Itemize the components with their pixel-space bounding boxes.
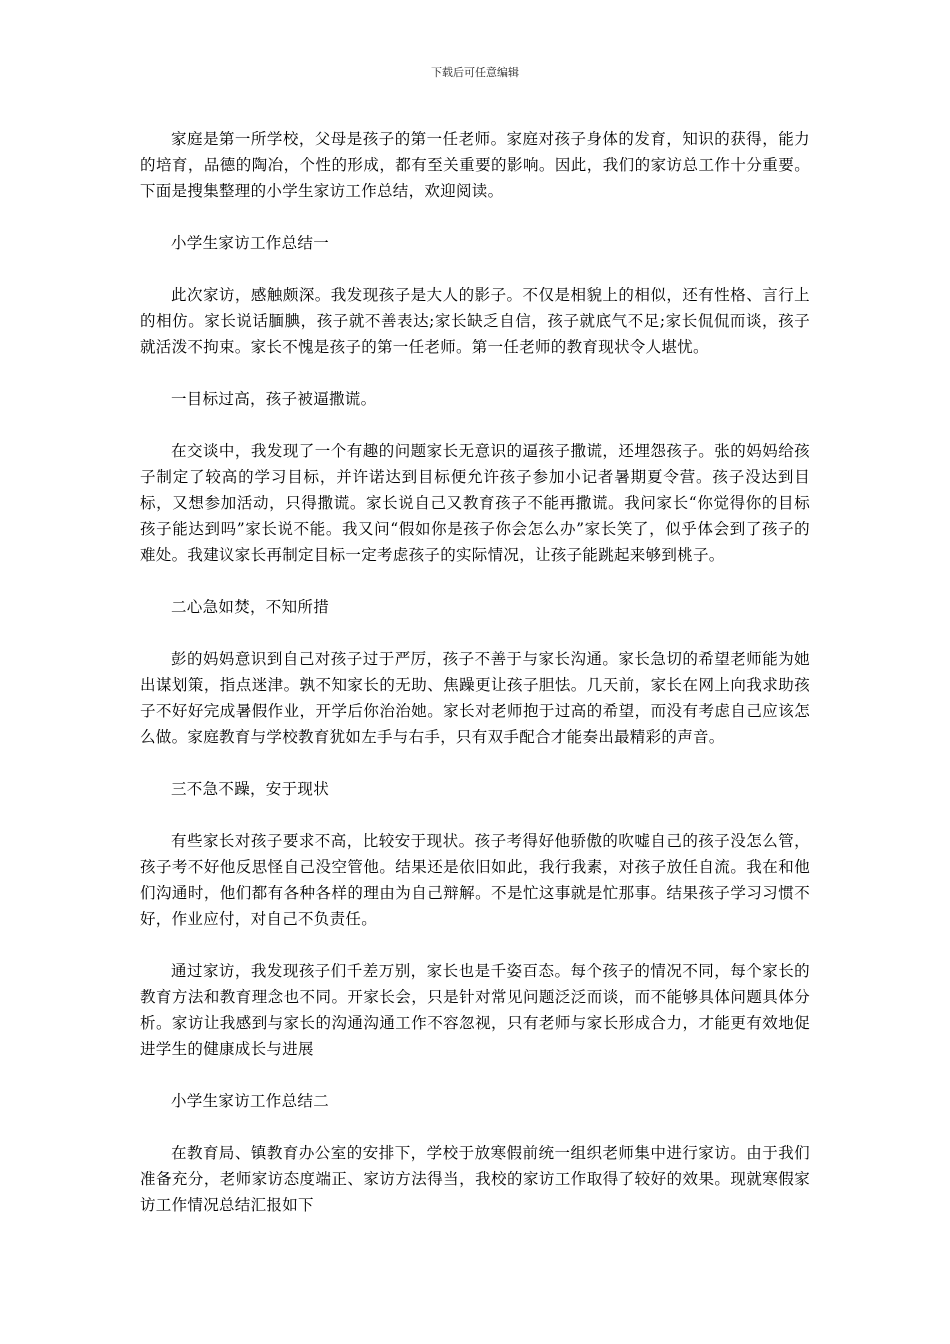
- subsection-heading: 一目标过高，孩子被逼撒谎。: [171, 390, 377, 408]
- body-paragraph: 通过家访，我发现孩子们千差万别，家长也是千姿百态。每个孩子的情况不同，每个家长的教育方法和教育理念也不同。开家长会，只是针对常见问题泛泛而谈，而不能够具体问题具体分析。家访让我感到与家长的沟通沟通工作不容忽视，只有老师与家长形成合力，才能更有效地促进学生的健康成长与进展: [140, 962, 810, 1058]
- body-paragraph: 此次家访，感触颇深。我发现孩子是大人的影子。不仅是相貌上的相似，还有性格、言行上的相仿。家长说话腼腆，孩子就不善表达;家长缺乏自信，孩子就底气不足;家长侃侃而谈，孩子就活泼不拘束。家长不愧是孩子的第一任老师。第一任老师的教育现状令人堪忧。: [140, 286, 810, 356]
- page-header: 下载后可任意编辑: [431, 66, 519, 79]
- intro-paragraph: 家庭是第一所学校，父母是孩子的第一任老师。家庭对孩子身体的发育，知识的获得，能力的培育，品德的陶冶，个性的形成，都有至关重要的影响。因此，我们的家访总工作十分重要。下面是搜集整理的小学生家访工作总结，欢迎阅读。: [140, 130, 810, 200]
- subsection-heading: 二心急如焚，不知所措: [171, 598, 330, 616]
- body-paragraph: 在交谈中，我发现了一个有趣的问题家长无意识的逼孩子撒谎，还埋怨孩子。张的妈妈给孩子制定了较高的学习目标，并许诺达到目标便允许孩子参加小记者暑期夏令营。孩子没达到目标，又想参加活动，只得撒谎。家长说自己又教育孩子不能再撒谎。我问家长“你觉得你的目标孩子能达到吗”家长说不能。我又问“假如你是孩子你会怎么办”家长笑了，似乎体会到了孩子的难处。我建议家长再制定目标一定考虑孩子的实际情况，让孩子能跳起来够到桃子。: [140, 442, 810, 564]
- section-heading: 小学生家访工作总结一: [171, 234, 330, 252]
- body-paragraph: 有些家长对孩子要求不高，比较安于现状。孩子考得好他骄傲的吹嘘自己的孩子没怎么管，孩子考不好他反思怪自己没空管他。结果还是依旧如此，我行我素，对孩子放任自流。我在和他们沟通时，他们都有各种各样的理由为自己辩解。不是忙这事就是忙那事。结果孩子学习习惯不好，作业应付，对自己不负责任。: [140, 832, 810, 928]
- subsection-heading: 三不急不躁，安于现状: [171, 780, 330, 798]
- document-body: [140, 126, 810, 1244]
- body-paragraph: 在教育局、镇教育办公室的安排下，学校于放寒假前统一组织老师集中进行家访。由于我们准备充分，老师家访态度端正、家访方法得当，我校的家访工作取得了较好的效果。现就寒假家访工作情况总结汇报如下: [140, 1144, 810, 1214]
- section-heading: 小学生家访工作总结二: [171, 1092, 330, 1110]
- body-paragraph: 彭的妈妈意识到自己对孩子过于严厉，孩子不善于与家长沟通。家长急切的希望老师能为她出谋划策，指点迷津。孰不知家长的无助、焦躁更让孩子胆怯。几天前，家长在网上向我求助孩子不好好完成暑假作业，开学后你治治她。家长对老师抱于过高的希望，而没有考虑自己应该怎么做。家庭教育与学校教育犹如左手与右手，只有双手配合才能奏出最精彩的声音。: [140, 650, 810, 746]
